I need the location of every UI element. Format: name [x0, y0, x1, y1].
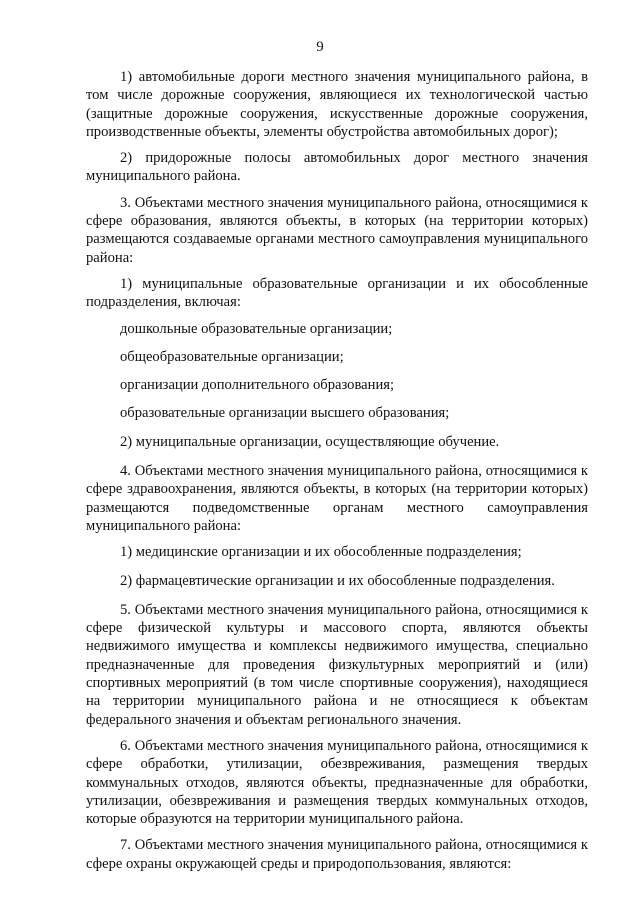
paragraph: 1) автомобильные дороги местного значения муниципального района, в том числе дорожные сооружения, являющиеся их технологической частью (защитные дорожные сооружения, искусственные дорожные сооружения, производственные объекты, элементы обустройства автомобильных дорог);: [86, 69, 588, 140]
paragraph: 2) муниципальные организации, осуществляющие обучение.: [120, 433, 500, 450]
list-item: организации дополнительного образования;: [120, 377, 395, 394]
list-item: 2) фармацевтические организации и их обособленные подразделения.: [120, 572, 555, 589]
list-item: дошкольные образовательные организации;: [120, 320, 393, 337]
paragraph: 2) придорожные полосы автомобильных дорог местного значения муниципального района.: [86, 150, 588, 185]
list-item: образовательные организации высшего образования;: [120, 405, 450, 422]
list-item: общеобразовательные организации;: [120, 348, 344, 365]
paragraph: 3. Объектами местного значения муниципального района, относящимися к сфере образования, являются объекты, в которых (на территории которых) размещаются создаваемые органами местного самоуправления муниципального района:: [86, 194, 588, 266]
paragraph: 1) муниципальные образовательные организации и их обособленные подразделения, включая:: [86, 275, 588, 311]
paragraph: 6. Объектами местного значения муниципального района, относящимися к сфере обработки, утилизации, обезвреживания, размещения твердых коммунальных отходов, являются объекты, предназначенные для обработки, утилизации, обезвреживания и размещения твердых коммунальных отходов, которые образуются на территории муниципального района.: [86, 737, 588, 828]
document-body: [86, 68, 588, 881]
paragraph: 5. Объектами местного значения муниципального района, относящимися к сфере физической культуры и массового спорта, являются объекты недвижимого имущества и комплексы недвижимого имущества, специально предназначенные для проведения физкультурных мероприятий и (или) спортивных мероприятий (в том числе спортивные сооружения), находящиеся на территории муниципального района и не относящиеся к объектам федерального значения и объектам регионального значения.: [86, 601, 588, 728]
list-item: 1) медицинские организации и их обособленные подразделения;: [120, 544, 522, 561]
page-number: 9: [316, 39, 324, 55]
paragraph: 4. Объектами местного значения муниципального района, относящимися к сфере здравоохранения, являются объекты, в которых (на территории которых) размещаются подведомственные органам местного самоуправления муниципального района:: [86, 463, 588, 534]
paragraph: 7. Объектами местного значения муниципального района, относящимися к сфере охраны окружающей среды и природопользования, являются:: [86, 837, 588, 872]
